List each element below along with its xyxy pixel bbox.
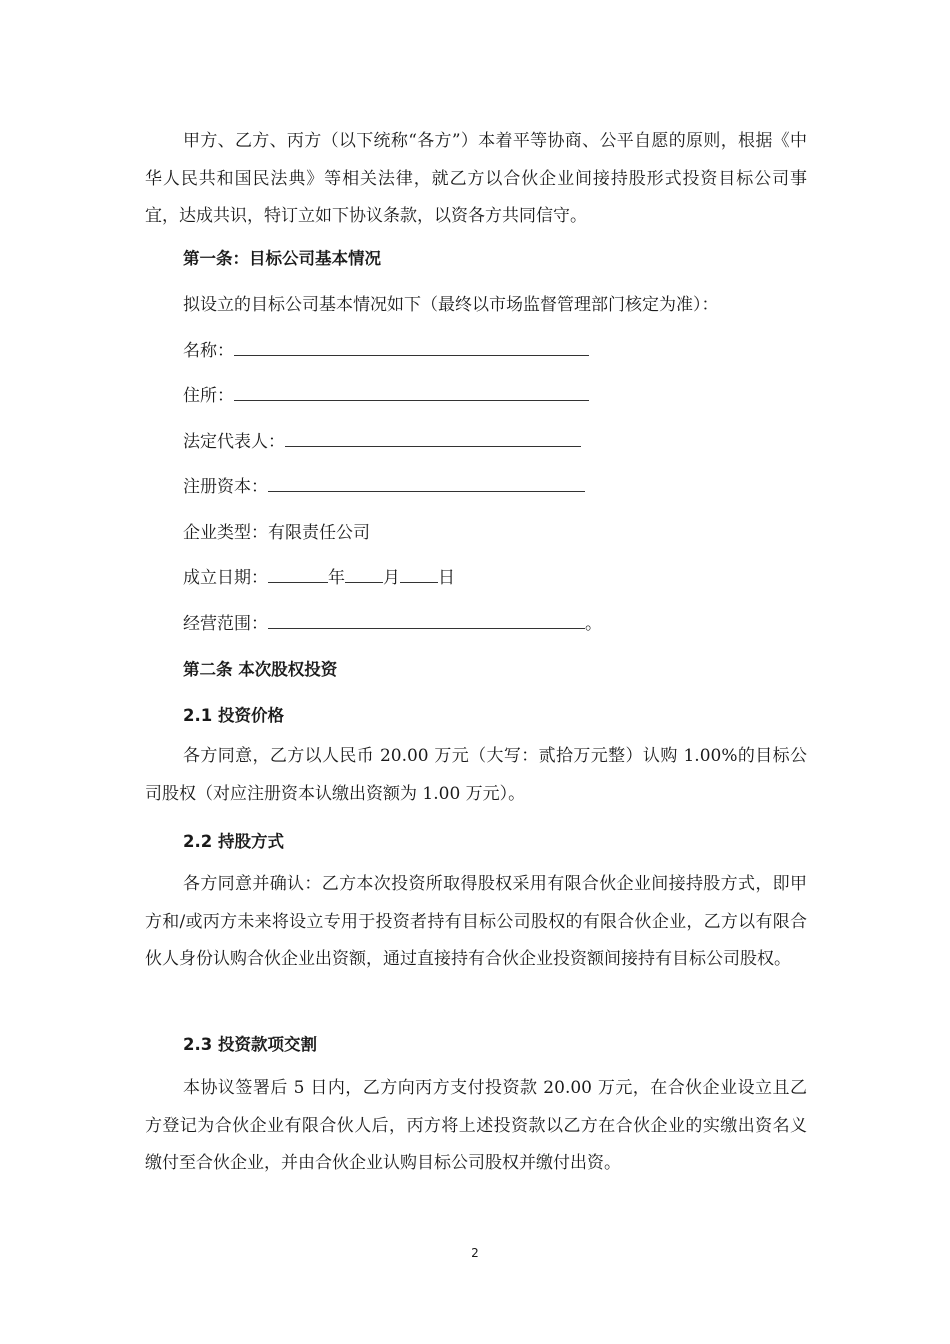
year-blank xyxy=(268,564,328,583)
section-2-2-text: 各方同意并确认：乙方本次投资所取得股权采用有限合伙企业间接持股方式，即甲方和/或丙方未来将设立专用于投资者持有目标公司股权的有限合伙企业，乙方以有限合伙人身份认购合伙企业出资额，通过直接持有合伙企业投资额间接持有目标公司股权。 xyxy=(145,874,807,969)
date-label: 成立日期： xyxy=(183,568,268,588)
section-2-1-heading: 2.1 投资价格 xyxy=(183,706,284,725)
field-scope xyxy=(183,610,602,638)
section-2-3-heading: 2.3 投资款项交割 xyxy=(183,1035,317,1054)
field-date xyxy=(183,564,455,592)
capital-blank xyxy=(268,473,585,492)
address-blank xyxy=(234,382,589,401)
scope-label: 经营范围： xyxy=(183,614,268,634)
scope-blank xyxy=(268,610,585,629)
field-name xyxy=(183,337,589,365)
field-capital xyxy=(183,473,585,501)
field-type xyxy=(183,519,370,547)
year-unit: 年 xyxy=(328,568,345,588)
capital-label: 注册资本： xyxy=(183,477,268,497)
address-label: 住所： xyxy=(183,386,234,406)
article2-heading: 第二条 本次股权投资 xyxy=(183,660,338,679)
name-label: 名称： xyxy=(183,341,234,361)
section-2-1-text: 各方同意，乙方以人民币 20.00 万元（大写：贰拾万元整）认购 1.00%的目标公司股权（对应注册资本认缴出资额为 1.00 万元）。 xyxy=(145,746,807,804)
day-blank xyxy=(400,564,438,583)
section-2-3-text: 本协议签署后 5 日内，乙方向丙方支付投资款 20.00 万元，在合伙企业设立且乙方登记为合伙企业有限合伙人后，丙方将上述投资款以乙方在合伙企业的实缴出资名义缴付至合伙企业，并由合伙企业认购目标公司股权并缴付出资。 xyxy=(145,1078,807,1173)
field-address xyxy=(183,382,589,410)
month-unit: 月 xyxy=(383,568,400,588)
article1-lead: 拟设立的目标公司基本情况如下（最终以市场监督管理部门核定为准）： xyxy=(183,295,719,315)
name-blank xyxy=(234,337,589,356)
type-value: 有限责任公司 xyxy=(268,523,370,543)
page-number: 2 xyxy=(471,1246,479,1260)
legal-rep-blank xyxy=(285,428,581,447)
type-label: 企业类型： xyxy=(183,523,268,543)
article1-heading: 第一条：目标公司基本情况 xyxy=(183,249,381,268)
day-unit: 日 xyxy=(438,568,455,588)
section-2-2-heading: 2.2 持股方式 xyxy=(183,832,284,851)
intro-paragraph: 甲方、乙方、丙方（以下统称“各方”）本着平等协商、公平自愿的原则，根据《中华人民共和国民法典》等相关法律，就乙方以合伙企业间接持股形式投资目标公司事宜，达成共识，特订立如下协议条款，以资各方共同信守。 xyxy=(145,131,807,226)
scope-end: 。 xyxy=(585,614,602,634)
field-legal-rep xyxy=(183,428,581,456)
month-blank xyxy=(345,564,383,583)
legal-rep-label: 法定代表人： xyxy=(183,432,285,452)
